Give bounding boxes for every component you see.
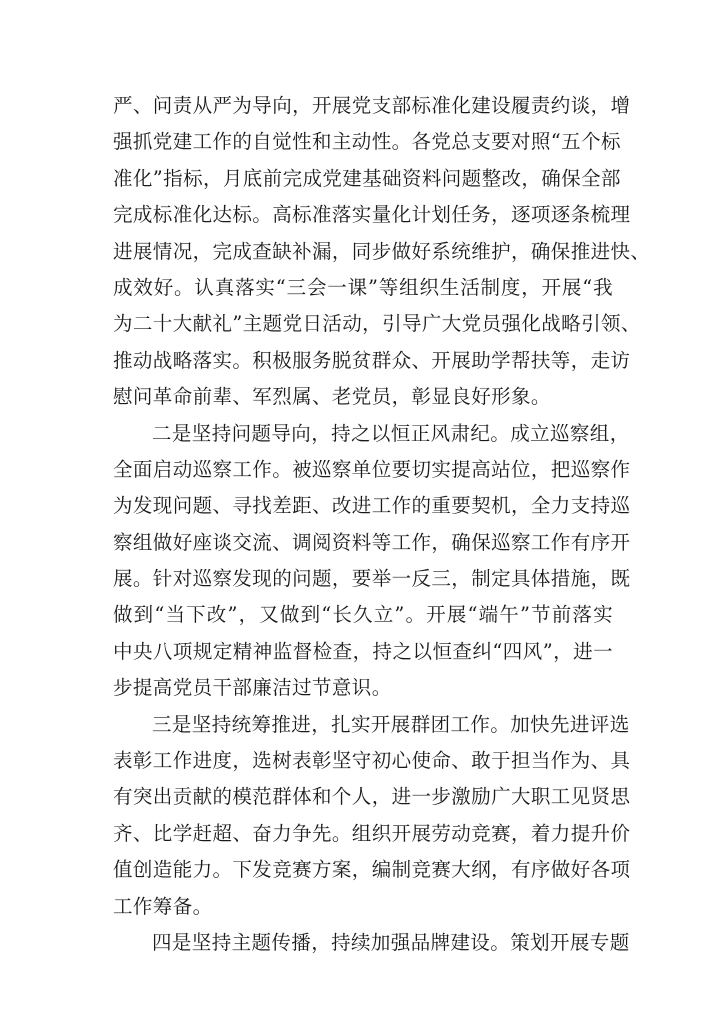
text-line: 四是坚持主题传播，持续加强品牌建设。策划开展专题 xyxy=(152,930,630,954)
text-line: 有突出贡献的模范群体和个人，进一步激励广大职工见贤思 xyxy=(113,785,631,809)
text-line: 三是坚持统筹推进，扎实开展群团工作。加快先进评选 xyxy=(152,712,630,736)
text-line: 为发现问题、寻找差距、改进工作的重要契机，全力支持巡 xyxy=(113,494,631,518)
text-line: 成效好。认真落实“三会一课”等组织生活制度，开展“我 xyxy=(113,275,613,299)
paragraph-p1 xyxy=(113,88,651,416)
text-line: 表彰工作进度，选树表彰坚守初心使命、敢于担当作为、具 xyxy=(113,749,631,773)
text-line: 准化”指标，月底前完成党建基础资料问题整改，确保全部 xyxy=(113,166,621,190)
text-line: 步提高党员干部廉洁过节意识。 xyxy=(113,676,392,700)
document-body xyxy=(113,88,651,961)
text-line: 工作筹备。 xyxy=(113,894,213,918)
paragraph-p4 xyxy=(113,925,630,961)
text-line: 完成标准化达标。高标准落实量化计划任务，逐项逐条梳理 xyxy=(113,203,631,227)
text-line: 值创造能力。下发竞赛方案，编制竞赛大纲，有序做好各项 xyxy=(113,858,631,882)
text-line: 二是坚持问题导向，持之以恒正风肃纪。成立巡察组， xyxy=(152,421,630,445)
text-line: 为二十大献礼”主题党日活动，引导广大党员强化战略引领、 xyxy=(113,312,641,336)
text-line: 全面启动巡察工作。被巡察单位要切实提高站位，把巡察作 xyxy=(113,457,631,481)
paragraph-p2 xyxy=(113,416,631,707)
text-line: 中央八项规定精神监督检查，持之以恒查纠“四风”，进一 xyxy=(113,639,613,663)
text-line: 展。针对巡察发现的问题，要举一反三，制定具体措施，既 xyxy=(113,567,631,591)
text-line: 齐、比学赶超、奋力争先。组织开展劳动竞赛，着力提升价 xyxy=(113,821,631,845)
text-line: 进展情况，完成查缺补漏，同步做好系统维护，确保推进快、 xyxy=(113,239,651,263)
text-line: 推动战略落实。积极服务脱贫群众、开展助学帮扶等，走访 xyxy=(113,348,631,372)
text-line: 察组做好座谈交流、调阅资料等工作，确保巡察工作有序开 xyxy=(113,530,631,554)
text-line: 做到“当下改”，又做到“长久立”。开展“端午”节前落实 xyxy=(113,603,613,627)
text-line: 强抓党建工作的自觉性和主动性。各党总支要对照“五个标 xyxy=(113,130,621,154)
paragraph-p3 xyxy=(113,707,631,925)
text-line: 慰问革命前辈、军烈属、老党员，彰显良好形象。 xyxy=(113,385,551,409)
text-line: 严、问责从严为导向，开展党支部标准化建设履责约谈，增 xyxy=(113,94,631,117)
